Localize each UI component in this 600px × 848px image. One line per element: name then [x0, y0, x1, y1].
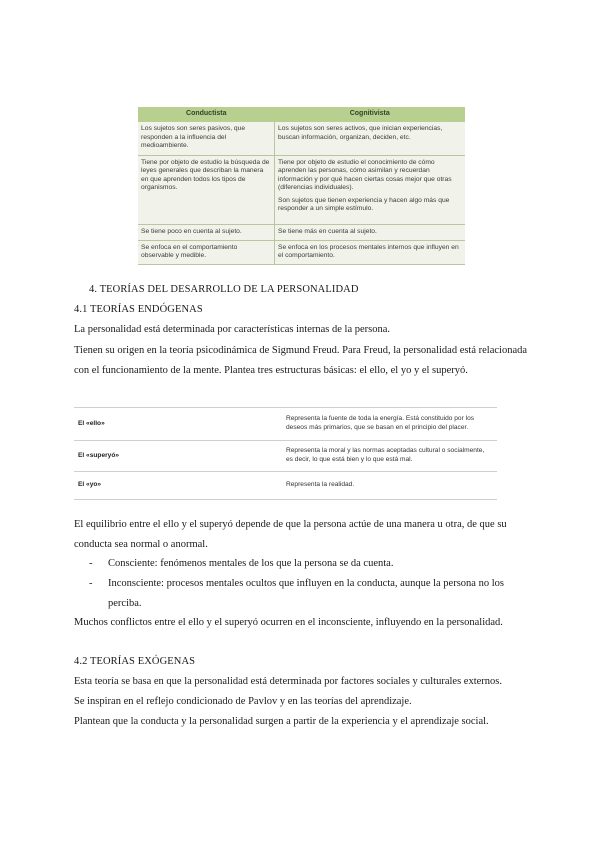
cognitivista-cell: Los sujetos son seres activos, que inician experiencias, buscan información, organizan, deciden, etc.	[275, 122, 466, 155]
comparison-row	[138, 240, 465, 264]
comparison-header-row	[138, 107, 465, 122]
section-4-1-title: 4.1 TEORÍAS ENDÓGENAS	[74, 304, 203, 315]
paragraph: Esta teoría se basa en que la personalidad está determinada por factores sociales y culturales externos.	[74, 676, 502, 687]
conductista-cell: Tiene por objeto de estudio la búsqueda de leyes generales que describan la manera en que aprenden todos los tipos de organismos.	[138, 155, 275, 224]
header-cognitivista: Cognitivista	[275, 107, 466, 122]
paragraph: Plantean que la conducta y la personalidad surgen a partir de la experiencia y el aprendizaje social.	[74, 716, 489, 727]
structure-row	[74, 408, 497, 441]
comparison-row	[138, 224, 465, 240]
structure-name: El «yo»	[74, 472, 282, 500]
cognitivista-cell: Se enfoca en los procesos mentales internos que influyen en el comportamiento.	[275, 240, 466, 264]
cognitivista-cell: Tiene por objeto de estudio el conocimiento de cómo aprenden las personas, cómo asimilan y recuerdan información y por qué hacen ciertas cosas mejor que otras (diferencias individuales). Son sujetos que tienen experiencia y hacen algo más que responder a un simple estímulo.	[275, 155, 466, 224]
structure-row	[74, 441, 497, 472]
paragraph: El equilibrio entre el ello y el superyó depende de que la persona actúe de una manera u otra, de que su conducta sea normal o anormal.	[74, 519, 507, 550]
list-dash: -	[89, 558, 93, 569]
header-conductista: Conductista	[138, 107, 275, 122]
section-4-2-title: 4.2 TEORÍAS EXÓGENAS	[74, 656, 196, 667]
structure-row	[74, 472, 497, 500]
paragraph: Muchos conflictos entre el ello y el superyó ocurren en el inconsciente, influyendo en la personalidad.	[74, 617, 503, 628]
section-4-title: 4. TEORÍAS DEL DESARROLLO DE LA PERSONALIDAD	[89, 284, 359, 295]
list-item: - Consciente: fenómenos mentales de los que la persona se da cuenta.	[89, 554, 529, 574]
structure-desc: Representa la realidad.	[282, 472, 497, 500]
mind-levels-list	[89, 554, 529, 614]
comparison-row	[138, 122, 465, 155]
structure-name: El «ello»	[74, 408, 282, 441]
paragraph: Tienen su origen en la teoría psicodinámica de Sigmund Freud. Para Freud, la personalidad está relacionada con el funcionamiento de la mente. Plantea tres estructuras básicas: el ello, el yo y el superyó.	[74, 345, 528, 376]
paragraph: Se inspiran en el reflejo condicionado de Pavlov y en las teorías del aprendizaje.	[74, 696, 412, 707]
conductista-cell: Se tiene poco en cuenta al sujeto.	[138, 224, 275, 240]
conductista-cell: Se enfoca en el comportamiento observable y medible.	[138, 240, 275, 264]
paragraph: La personalidad está determinada por características internas de la persona.	[74, 324, 391, 335]
cognitivista-cell: Se tiene más en cuenta al sujeto.	[275, 224, 466, 240]
list-dash: -	[89, 578, 93, 589]
comparison-table-image	[138, 107, 465, 265]
conductista-cell: Los sujetos son seres pasivos, que responden a la influencia del medioambiente.	[138, 122, 275, 155]
comparison-row	[138, 155, 465, 224]
list-item: - Inconsciente: procesos mentales ocultos que influyen en la conducta, aunque la persona no los perciba.	[89, 574, 529, 614]
structure-desc: Representa la moral y las normas aceptadas cultural o socialmente, es decir, lo que está bien y lo que está mal.	[282, 441, 497, 472]
structure-desc: Representa la fuente de toda la energía. Está constituido por los deseos más primarios, que se basan en el principio del placer.	[282, 408, 497, 441]
freud-structures-table	[74, 407, 497, 500]
structure-name: El «superyó»	[74, 441, 282, 472]
